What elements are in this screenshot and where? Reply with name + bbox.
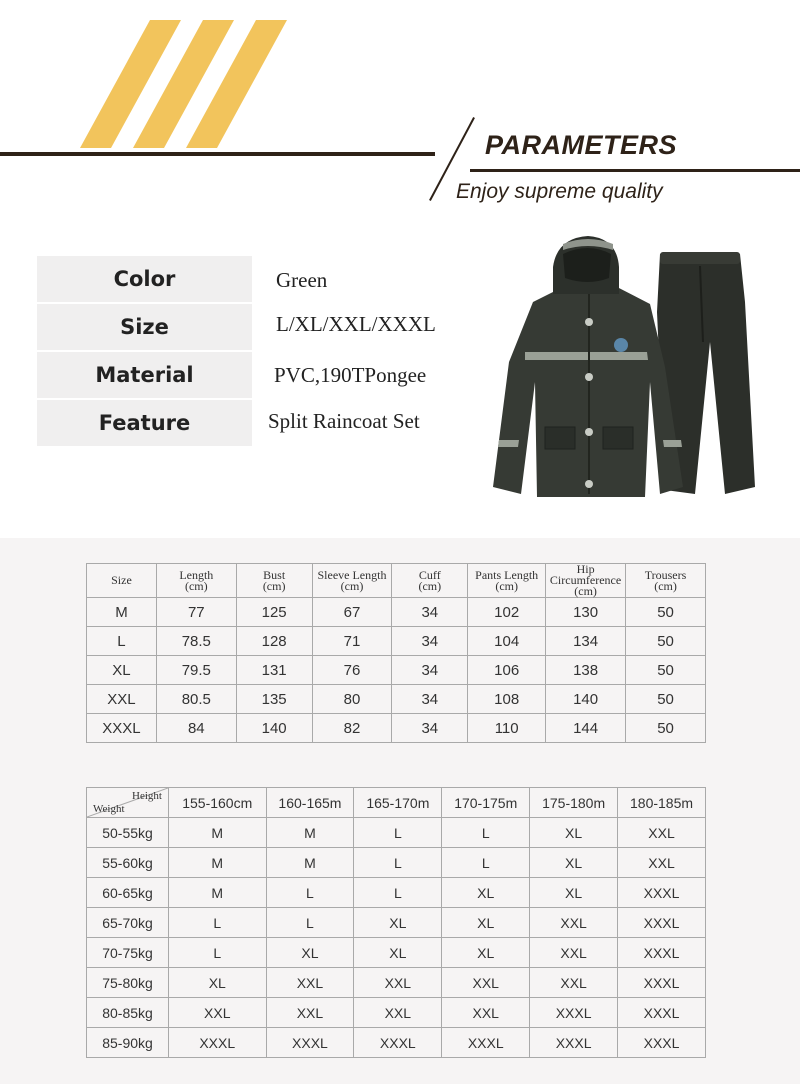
table-row bbox=[87, 848, 706, 878]
table-cell: 34 bbox=[392, 627, 468, 656]
raincoat-set-image bbox=[485, 232, 770, 507]
table-cell: M bbox=[87, 598, 157, 627]
size-cell: L bbox=[354, 878, 442, 908]
table-cell: 34 bbox=[392, 598, 468, 627]
spec-value-color: Green bbox=[276, 268, 328, 292]
column-header: Size bbox=[87, 564, 157, 598]
header-rule-right bbox=[470, 169, 800, 172]
table-cell: 50 bbox=[626, 598, 706, 627]
size-cell: XXXL bbox=[530, 998, 618, 1028]
weight-cell: 70-75kg bbox=[87, 938, 169, 968]
table-cell: 134 bbox=[546, 627, 626, 656]
table-row bbox=[87, 878, 706, 908]
size-cell: XXL bbox=[266, 998, 354, 1028]
table-cell: 138 bbox=[546, 656, 626, 685]
table-cell: 50 bbox=[626, 685, 706, 714]
table-cell: 82 bbox=[312, 714, 392, 743]
table-cell: XXXL bbox=[87, 714, 157, 743]
size-cell: XL bbox=[442, 908, 530, 938]
table-row bbox=[87, 818, 706, 848]
size-cell: XXL bbox=[354, 998, 442, 1028]
weight-cell: 50-55kg bbox=[87, 818, 169, 848]
table-header-row bbox=[87, 788, 706, 818]
size-cell: XXXL bbox=[354, 1028, 442, 1058]
table-cell: 80.5 bbox=[156, 685, 236, 714]
table-cell: 67 bbox=[312, 598, 392, 627]
table-cell: 144 bbox=[546, 714, 626, 743]
page-subtitle: Enjoy supreme quality bbox=[456, 180, 663, 203]
weight-cell: 75-80kg bbox=[87, 968, 169, 998]
page-title: PARAMETERS bbox=[485, 130, 678, 160]
size-cell: XXXL bbox=[618, 908, 706, 938]
table-cell: XL bbox=[87, 656, 157, 685]
table-cell: 102 bbox=[468, 598, 546, 627]
table-cell: 106 bbox=[468, 656, 546, 685]
table-cell: 130 bbox=[546, 598, 626, 627]
size-cell: L bbox=[169, 938, 267, 968]
table-header-row bbox=[87, 564, 706, 598]
weight-cell: 55-60kg bbox=[87, 848, 169, 878]
size-cell: XXL bbox=[442, 998, 530, 1028]
size-cell: XL bbox=[354, 938, 442, 968]
table-cell: 78.5 bbox=[156, 627, 236, 656]
size-cell: XXL bbox=[442, 968, 530, 998]
table-cell: 34 bbox=[392, 685, 468, 714]
size-cell: XXL bbox=[530, 938, 618, 968]
size-cell: XL bbox=[266, 938, 354, 968]
table-cell: 135 bbox=[236, 685, 312, 714]
corner-weight-label: Weight bbox=[93, 803, 125, 815]
size-cell: XXXL bbox=[618, 1028, 706, 1058]
column-header: Cuff (cm) bbox=[392, 564, 468, 598]
table-row bbox=[87, 1028, 706, 1058]
size-cell: L bbox=[169, 908, 267, 938]
size-cell: L bbox=[266, 908, 354, 938]
spec-label-color: Color bbox=[37, 256, 252, 302]
table-cell: 80 bbox=[312, 685, 392, 714]
size-cell: XXXL bbox=[618, 968, 706, 998]
decorative-stripes bbox=[80, 20, 290, 150]
size-cell: XXL bbox=[618, 818, 706, 848]
table-row bbox=[87, 685, 706, 714]
size-cell: XXXL bbox=[442, 1028, 530, 1058]
size-cell: M bbox=[169, 848, 267, 878]
table-cell: 77 bbox=[156, 598, 236, 627]
header-rule-left bbox=[0, 152, 435, 156]
spec-value-feature: Split Raincoat Set bbox=[268, 409, 420, 433]
size-cell: M bbox=[169, 878, 267, 908]
table-cell: 79.5 bbox=[156, 656, 236, 685]
table-cell: 50 bbox=[626, 656, 706, 685]
column-header: 165-170m bbox=[354, 788, 442, 818]
table-cell: L bbox=[87, 627, 157, 656]
table-cell: 50 bbox=[626, 627, 706, 656]
weight-cell: 80-85kg bbox=[87, 998, 169, 1028]
size-cell: L bbox=[354, 848, 442, 878]
corner-height-label: Height bbox=[132, 790, 162, 802]
table-cell: 104 bbox=[468, 627, 546, 656]
table-cell: 128 bbox=[236, 627, 312, 656]
size-fit-guide-table bbox=[86, 787, 706, 1058]
table-cell: 84 bbox=[156, 714, 236, 743]
size-cell: XXXL bbox=[618, 938, 706, 968]
size-cell: XL bbox=[530, 848, 618, 878]
column-header: Trousers (cm) bbox=[626, 564, 706, 598]
table-cell: 131 bbox=[236, 656, 312, 685]
size-cell: L bbox=[354, 818, 442, 848]
jacket-illustration bbox=[493, 236, 683, 497]
size-cell: XL bbox=[169, 968, 267, 998]
table-cell: 76 bbox=[312, 656, 392, 685]
size-cell: XXL bbox=[618, 848, 706, 878]
table-cell: 125 bbox=[236, 598, 312, 627]
weight-cell: 85-90kg bbox=[87, 1028, 169, 1058]
table-row bbox=[87, 598, 706, 627]
table-cell: 50 bbox=[626, 714, 706, 743]
table-row bbox=[87, 908, 706, 938]
column-header: Sleeve Length (cm) bbox=[312, 564, 392, 598]
table-cell: 34 bbox=[392, 656, 468, 685]
size-cell: XL bbox=[442, 878, 530, 908]
spec-value-material: PVC,190TPongee bbox=[274, 363, 427, 387]
column-header: Length (cm) bbox=[156, 564, 236, 598]
column-header: 175-180m bbox=[530, 788, 618, 818]
size-cell: XXXL bbox=[618, 998, 706, 1028]
size-cell: XXL bbox=[266, 968, 354, 998]
size-cell: XL bbox=[442, 938, 530, 968]
size-cell: XL bbox=[354, 908, 442, 938]
size-measurement-table bbox=[86, 563, 706, 743]
column-header: Bust (cm) bbox=[236, 564, 312, 598]
column-header: 155-160cm bbox=[169, 788, 267, 818]
size-cell: M bbox=[169, 818, 267, 848]
table-cell: 71 bbox=[312, 627, 392, 656]
size-cell: M bbox=[266, 848, 354, 878]
column-header: 180-185m bbox=[618, 788, 706, 818]
size-cell: XXL bbox=[530, 968, 618, 998]
table-row bbox=[87, 998, 706, 1028]
size-cell: XL bbox=[530, 818, 618, 848]
table-cell: 34 bbox=[392, 714, 468, 743]
height-weight-corner-cell bbox=[87, 788, 169, 818]
spec-label-material: Material bbox=[37, 352, 252, 398]
table-cell: 140 bbox=[546, 685, 626, 714]
spec-label-feature: Feature bbox=[37, 400, 252, 446]
size-cell: XXL bbox=[169, 998, 267, 1028]
table-row bbox=[87, 627, 706, 656]
table-cell: 110 bbox=[468, 714, 546, 743]
size-cell: XXL bbox=[530, 908, 618, 938]
table-cell: XXL bbox=[87, 685, 157, 714]
size-cell: XXL bbox=[354, 968, 442, 998]
size-cell: XXXL bbox=[618, 878, 706, 908]
size-cell: XL bbox=[530, 878, 618, 908]
table-row bbox=[87, 656, 706, 685]
weight-cell: 60-65kg bbox=[87, 878, 169, 908]
column-header: Pants Length (cm) bbox=[468, 564, 546, 598]
weight-cell: 65-70kg bbox=[87, 908, 169, 938]
column-header: 160-165m bbox=[266, 788, 354, 818]
table-row bbox=[87, 968, 706, 998]
size-cell: XXXL bbox=[530, 1028, 618, 1058]
size-cell: L bbox=[442, 818, 530, 848]
size-cell: M bbox=[266, 818, 354, 848]
table-row bbox=[87, 938, 706, 968]
column-header: Hip Circumference (cm) bbox=[546, 564, 626, 598]
size-cell: XXXL bbox=[266, 1028, 354, 1058]
table-row bbox=[87, 714, 706, 743]
table-cell: 108 bbox=[468, 685, 546, 714]
column-header: 170-175m bbox=[442, 788, 530, 818]
spec-value-size: L/XL/XXL/XXXL bbox=[276, 312, 436, 336]
size-cell: L bbox=[442, 848, 530, 878]
spec-label-size: Size bbox=[37, 304, 252, 350]
size-cell: L bbox=[266, 878, 354, 908]
table-cell: 140 bbox=[236, 714, 312, 743]
size-cell: XXXL bbox=[169, 1028, 267, 1058]
